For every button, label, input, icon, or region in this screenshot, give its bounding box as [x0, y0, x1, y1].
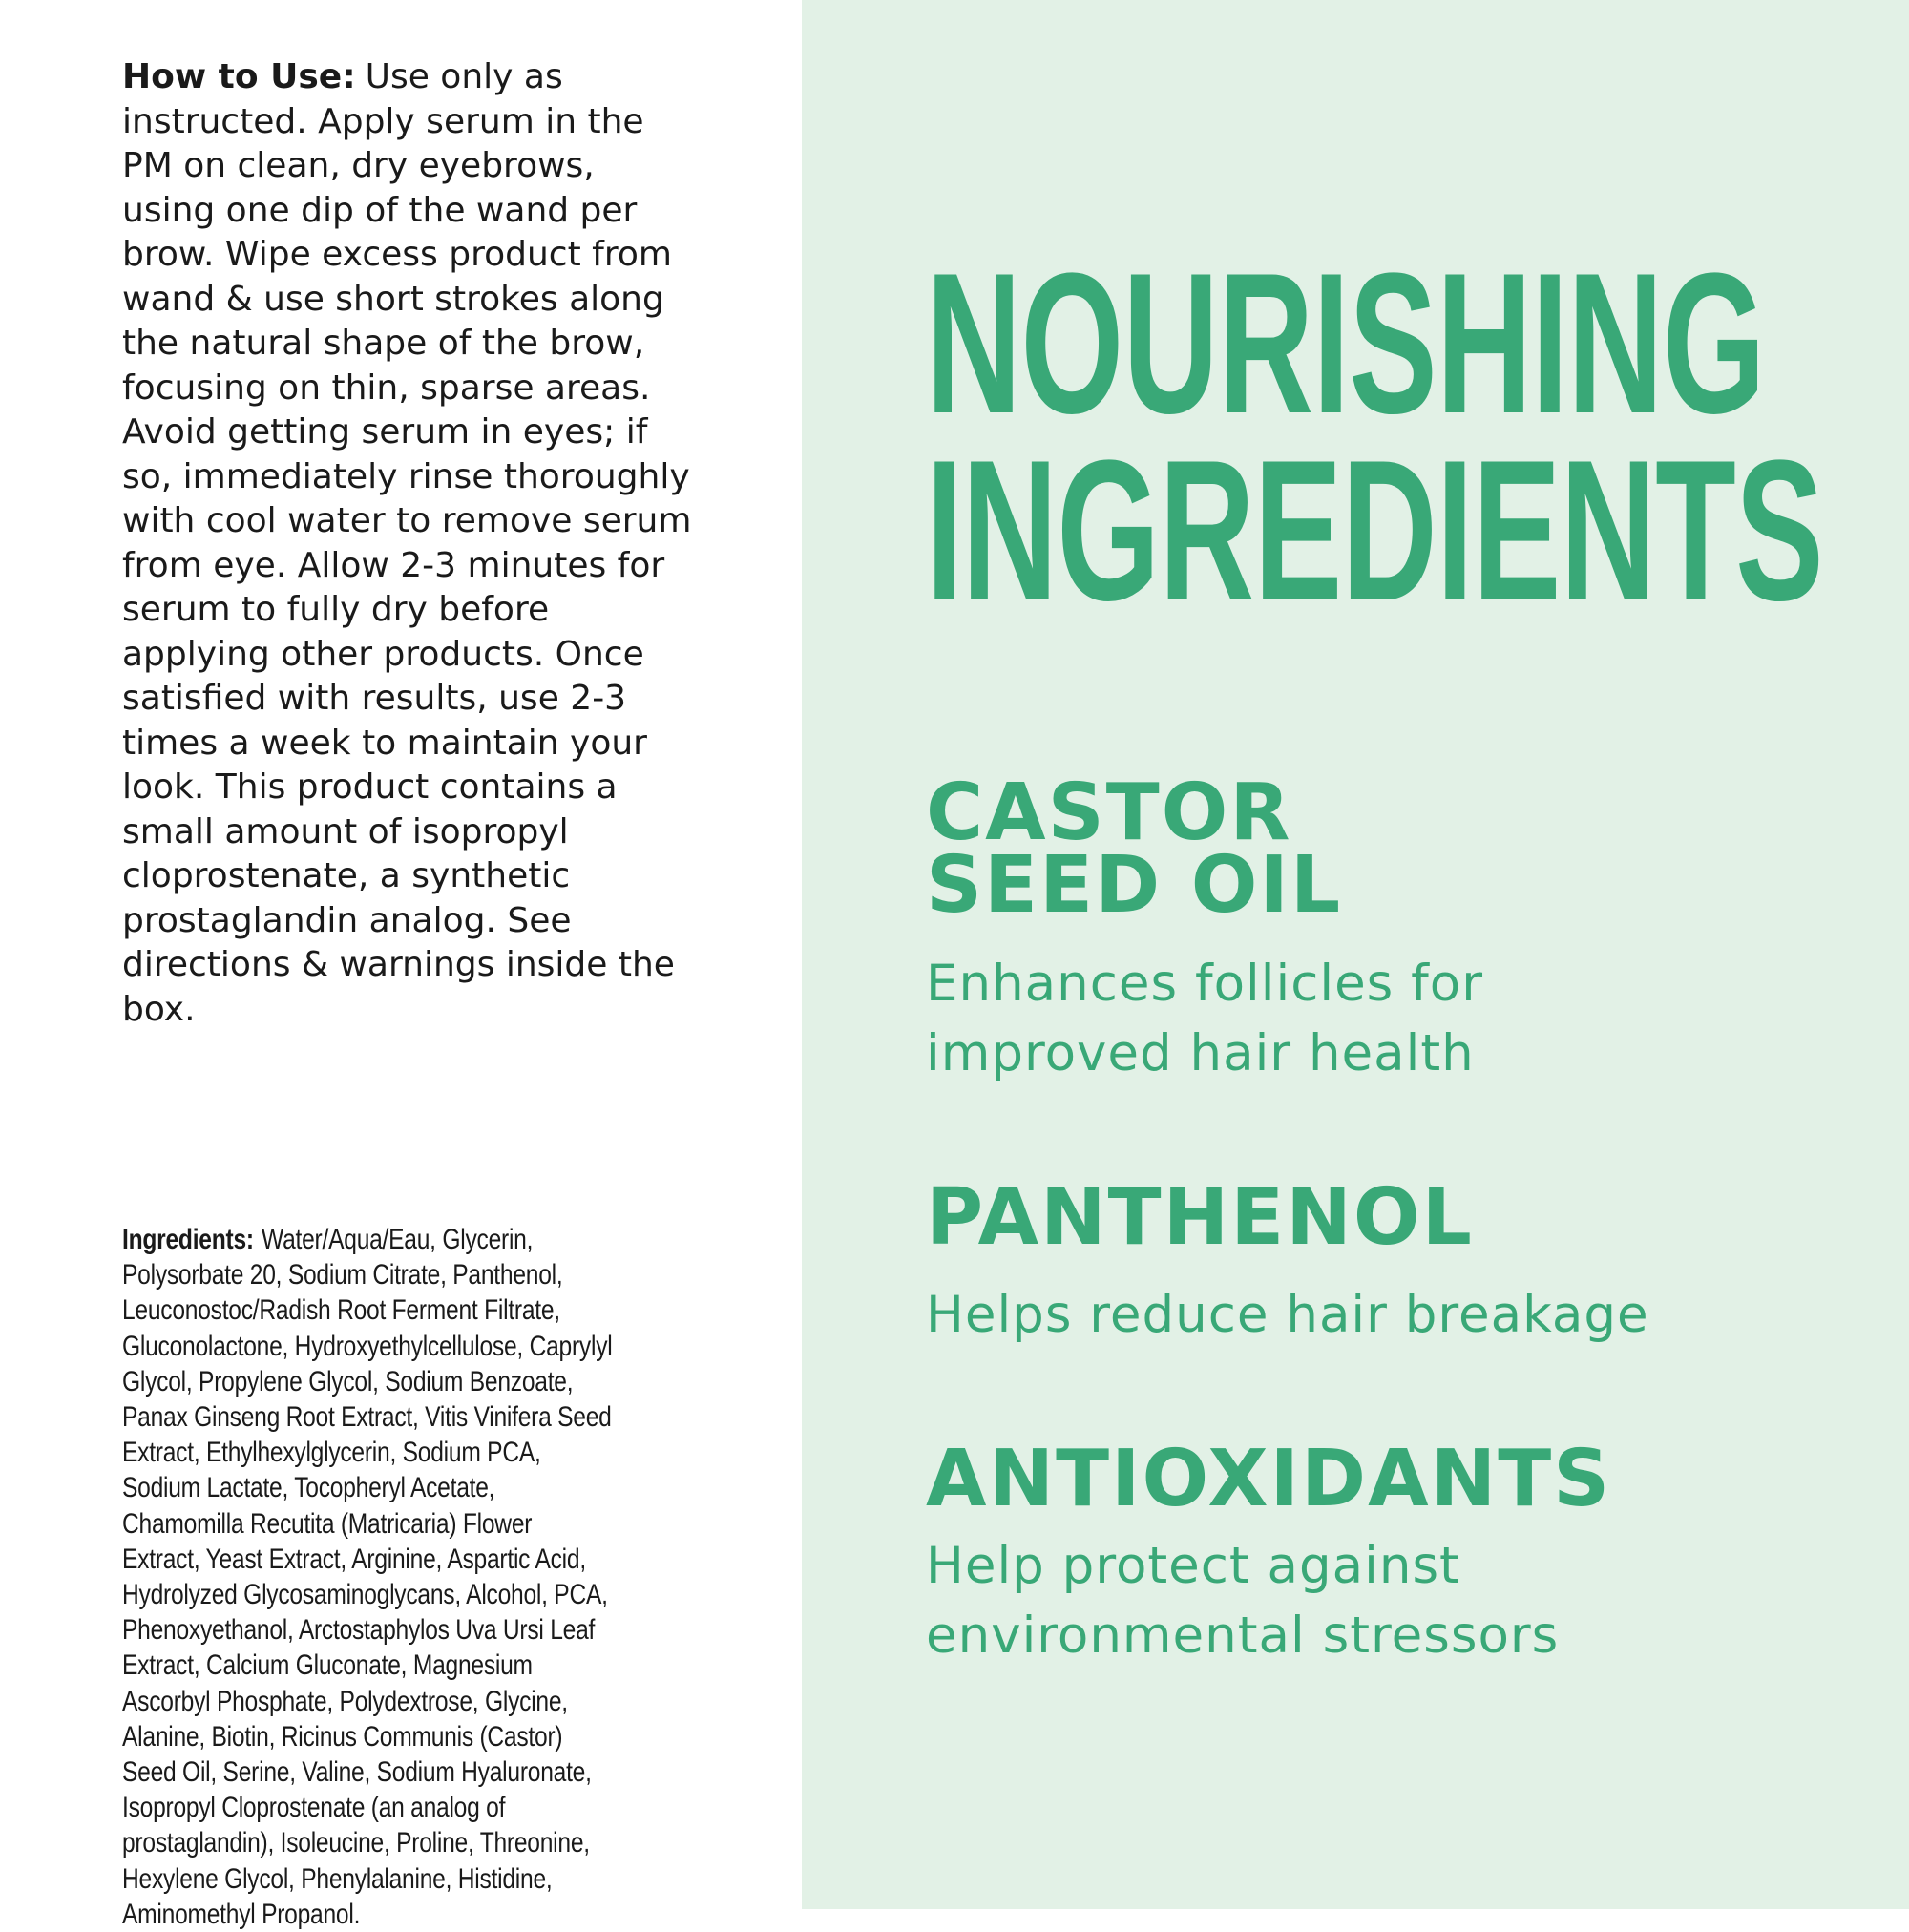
highlight-desc-castor [926, 949, 1483, 1088]
highlight-desc-line2: environmental stressors [926, 1606, 1560, 1665]
how-to-use-text [122, 55, 695, 1032]
how-to-use-body: Use only as instructed. Apply serum in the PM on clean, dry eyebrows, using one dip of the wand per brow. Wipe excess product from wand & use short strokes along the natural shape of the brow, focusing on thin, sparse areas. Avoid getting serum in eyes; if so, immediately rinse thoroughly with cool water to remove serum from eye. Allow 2-3 minutes for serum to fully dry before applying other products. Once satisfied with results, use 2-3 times a week to maintain your look. This product contains a small amount of isopropyl cloprostenate, a synthetic prostaglandin analog. See directions & warnings inside the box. [122, 57, 692, 1029]
highlight-desc-line1: Helps reduce hair breakage [926, 1286, 1649, 1344]
how-to-use-label: How to Use: [122, 57, 356, 96]
highlight-name-line1: PANTHENOL [926, 1172, 1474, 1263]
highlight-name-line1: ANTIOXIDANTS [926, 1434, 1612, 1524]
highlight-desc-antioxidants [926, 1531, 1559, 1670]
product-info-panel [0, 0, 802, 1930]
ingredients-body: Water/Aqua/Eau, Glycerin, Polysorbate 20, Sodium Citrate, Panthenol, Leuconostoc/Radish Root Ferment Filtrate, Gluconolactone, Hydroxyethylcellulose, Caprylyl Glycol, Propylene Glycol, Sodium Benzoate, Panax Ginseng Root Extract, Vitis Vinifera Seed Extract, Ethylhexylglycerin, Sodium PCA, Sodium Lactate, Tocopheryl Acetate, Chamomilla Recutita (Matricaria) Flower Extract, Yeast Extract, Arginine, Aspartic Acid, Hydrolyzed Glycosaminoglycans, Alcohol, PCA, Phenoxyethanol, Arctostaphylos Uva Ursi Leaf Extract, Calcium Gluconate, Magnesium Ascorbyl Phosphate, Polydextrose, Glycine, Alanine, Biotin, Ricinus Communis (Castor) Seed Oil, Serine, Valine, Sodium Hyaluronate, Isopropyl Cloprostenate (an analog of prostaglandin), Isoleucine, Proline, Threonine, Hexylene Glycol, Phenylalanine, Histidine, Aminomethyl Propanol. [122, 1224, 613, 1930]
highlight-name-castor [926, 767, 1343, 931]
highlight-desc-line1: Help protect against [926, 1537, 1460, 1595]
ingredients-list [122, 1222, 616, 1932]
highlight-name-line1: CASTOR [926, 767, 1292, 858]
highlight-name-antioxidants [926, 1434, 1612, 1524]
page-title-line1: NOURISHING [926, 231, 1765, 455]
highlight-desc-line1: Enhances follicles for [926, 955, 1484, 1013]
highlight-name-panthenol [926, 1172, 1474, 1263]
highlights-panel [802, 0, 1909, 1909]
page-title [926, 231, 1823, 642]
page-title-line2: INGREDIENTS [926, 418, 1823, 642]
ingredients-label: Ingredients: [122, 1224, 254, 1255]
highlight-desc-panthenol [926, 1280, 1649, 1350]
highlight-desc-line2: improved hair health [926, 1024, 1475, 1082]
highlight-name-line2: SEED OIL [926, 840, 1343, 931]
